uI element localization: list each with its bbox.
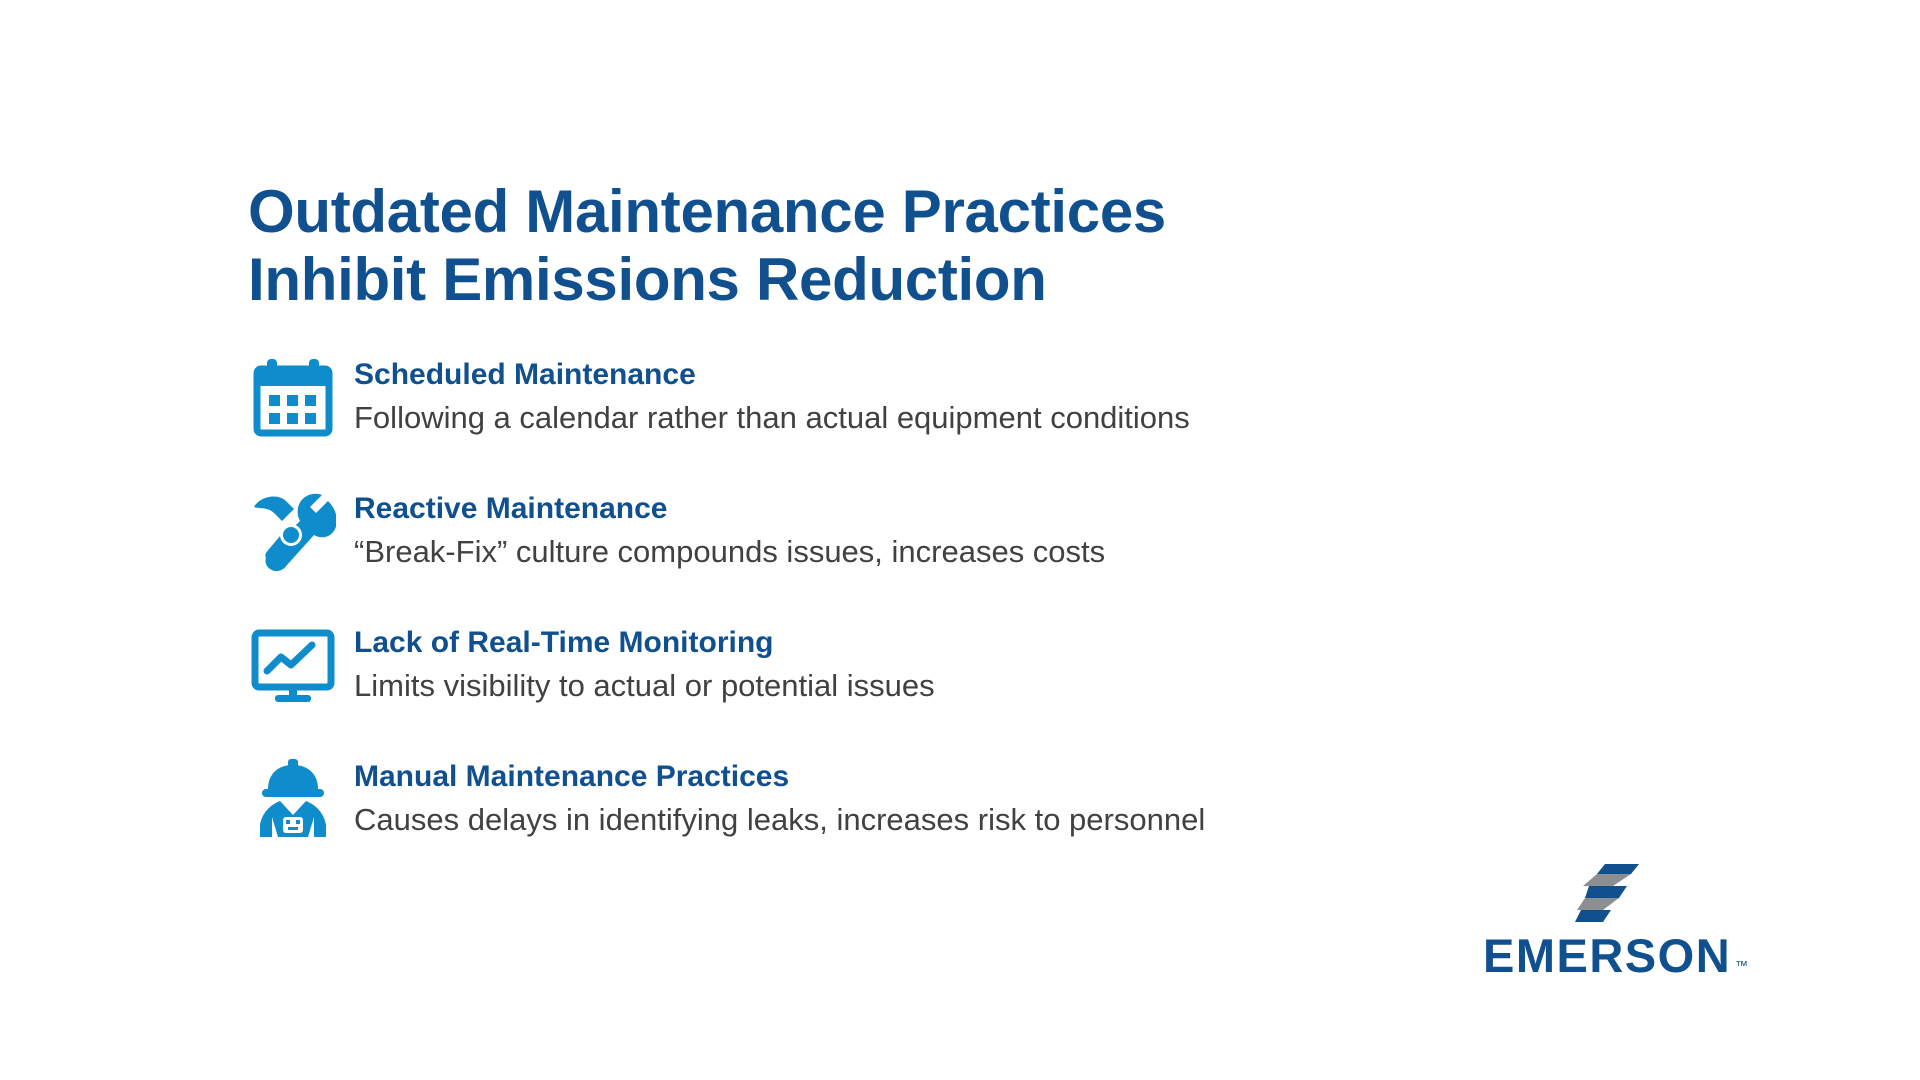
- page-title: [248, 178, 1448, 314]
- list-item-heading: Manual Maintenance Practices: [354, 760, 790, 793]
- bullet-list: [250, 355, 1650, 891]
- list-item-description: Causes delays in identifying leaks, increases risk to personnel: [354, 802, 1206, 837]
- list-item-text: [354, 355, 1190, 436]
- list-item: [250, 757, 1650, 849]
- list-item: [250, 623, 1650, 715]
- emerson-mark-icon: [1575, 862, 1647, 928]
- monitor-chart-icon: [250, 623, 354, 715]
- emerson-wordmark: EMERSON: [1483, 929, 1732, 982]
- list-item: [250, 489, 1650, 581]
- worker-helmet-icon: [250, 757, 354, 849]
- list-item-heading: Scheduled Maintenance: [354, 358, 696, 391]
- list-item-text: [354, 757, 1205, 838]
- trademark-symbol: ™: [1735, 958, 1748, 973]
- title-line-1: Outdated Maintenance Practices: [248, 178, 1166, 245]
- list-item-description: Limits visibility to actual or potential issues: [354, 668, 935, 703]
- list-item-text: [354, 623, 935, 704]
- list-item-description: Following a calendar rather than actual equipment conditions: [354, 400, 1190, 435]
- title-line-2: Inhibit Emissions Reduction: [248, 245, 1047, 313]
- list-item: [250, 355, 1650, 447]
- list-item-description: “Break-Fix” culture compounds issues, increases costs: [354, 534, 1106, 569]
- emerson-logo: [1483, 862, 1753, 982]
- calendar-icon: [250, 355, 354, 447]
- list-item-text: [354, 489, 1105, 570]
- list-item-heading: Lack of Real-Time Monitoring: [354, 626, 774, 659]
- hammer-wrench-icon: [250, 489, 354, 581]
- list-item-heading: Reactive Maintenance: [354, 492, 668, 525]
